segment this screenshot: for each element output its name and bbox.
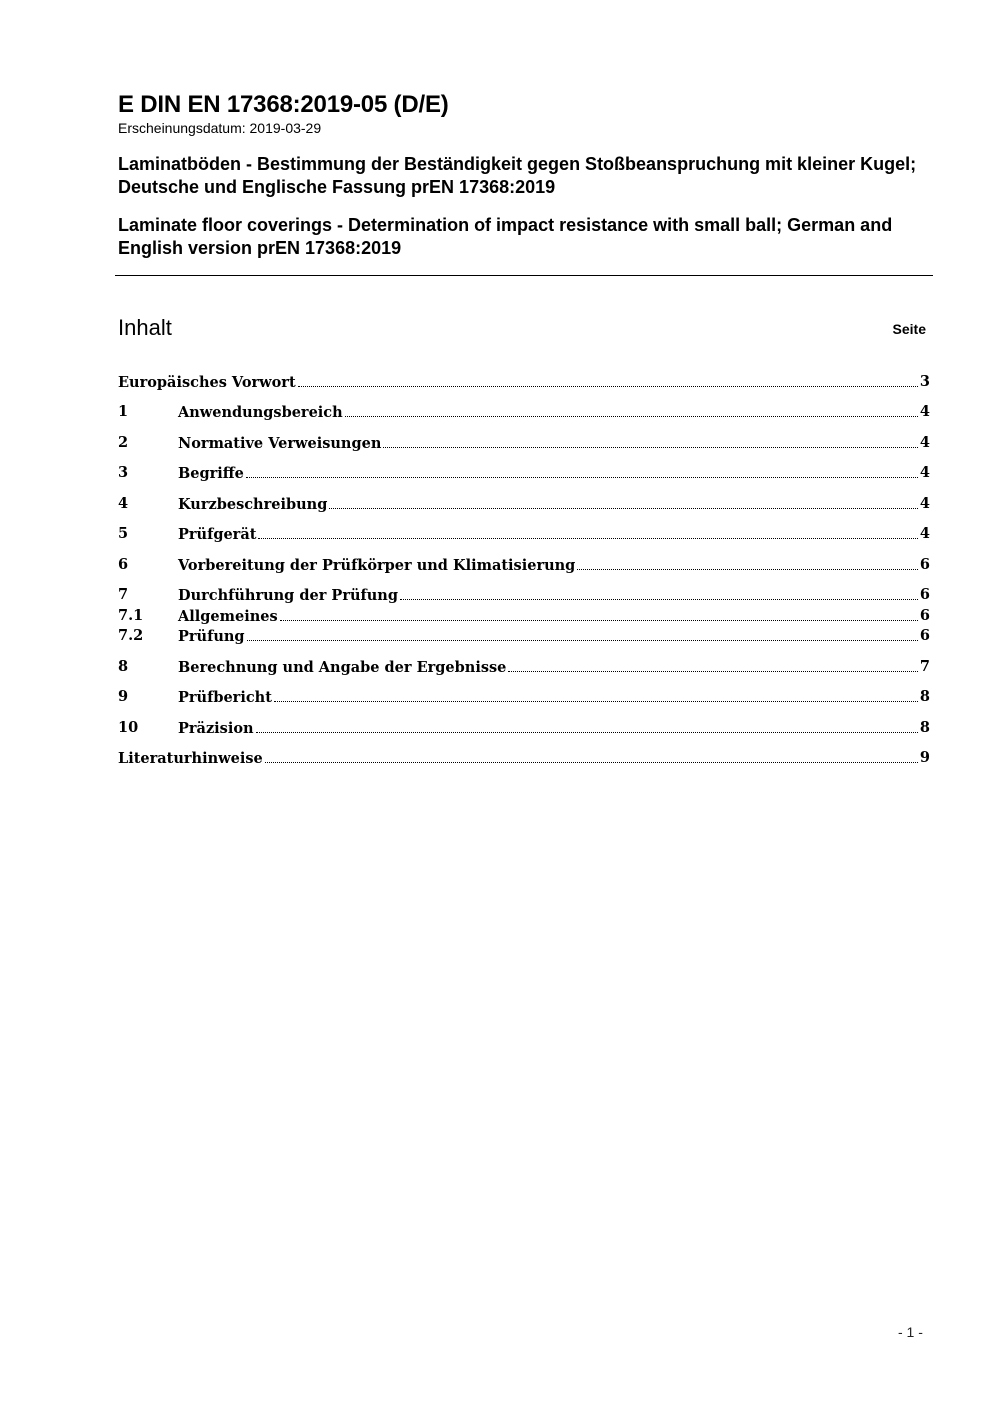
leader-dots: [577, 555, 918, 570]
toc-entry-number: 6: [118, 556, 129, 573]
toc-entry[interactable]: [118, 718, 930, 738]
toc-heading: [118, 314, 926, 346]
toc-entry-text: Allgemeines: [178, 608, 278, 625]
page-number: - 1 -: [898, 1324, 923, 1340]
title-english: Laminate floor coverings - Determination of impact resistance with small ball; German and English version prEN 17368:2019: [118, 215, 893, 258]
toc-entry-page: 7: [919, 658, 930, 675]
toc-entry-page: 8: [919, 688, 930, 705]
toc-entry-number: 10: [118, 719, 139, 736]
toc-entry-text: Präzision: [178, 720, 254, 737]
toc-entry-page: 9: [919, 749, 930, 766]
toc-entry[interactable]: [118, 494, 930, 514]
toc-entry-number: 4: [118, 495, 129, 512]
toc-entry-number: 1: [118, 403, 129, 420]
toc-entry[interactable]: [118, 463, 930, 483]
leader-dots: [274, 687, 918, 702]
toc-entry-number: 7.2: [118, 627, 144, 644]
header-divider: [115, 275, 933, 276]
toc-entry-page: 4: [919, 525, 930, 542]
toc-entry-page: 4: [919, 403, 930, 420]
toc-entry[interactable]: [118, 626, 930, 646]
toc-title: Inhalt: [118, 315, 172, 340]
toc-entry-number: 8: [118, 658, 129, 675]
leader-dots: [247, 626, 918, 641]
toc-entry[interactable]: [118, 606, 930, 626]
toc-entry-number: 9: [118, 688, 129, 705]
leader-dots: [256, 718, 918, 733]
leader-dots: [400, 585, 918, 600]
toc-page-label: Seite: [892, 321, 926, 337]
toc-entry[interactable]: [118, 433, 930, 453]
toc-entry-text: Berechnung und Angabe der Ergebnisse: [178, 659, 507, 676]
toc-entry-number: 5: [118, 525, 129, 542]
leader-dots: [280, 606, 918, 621]
toc-entry[interactable]: [118, 657, 930, 677]
toc-entry-number: 2: [118, 434, 129, 451]
toc-entry-number: 3: [118, 464, 129, 481]
title-german: Laminatböden - Bestimmung der Beständigkeit gegen Stoßbeanspruchung mit kleiner Kugel; Deutsche und Englische Fassung prEN 17368:2019: [118, 154, 917, 197]
toc-entry-text: Europäisches Vorwort: [118, 374, 296, 391]
toc-entry-text: Kurzbeschreibung: [178, 496, 328, 513]
toc-entry[interactable]: [118, 524, 930, 544]
document-id: E DIN EN 17368:2019-05 (D/E): [118, 91, 449, 118]
toc-entry-text: Normative Verweisungen: [178, 435, 382, 452]
toc-entry-number: 7.1: [118, 607, 144, 624]
toc-entry-page: 6: [919, 607, 930, 624]
leader-dots: [246, 463, 918, 478]
toc-entry-text: Durchführung der Prüfung: [178, 587, 398, 604]
toc-entry-text: Vorbereitung der Prüfkörper und Klimatisierung: [178, 557, 576, 574]
leader-dots: [383, 433, 918, 448]
leader-dots: [298, 372, 918, 387]
toc-entry[interactable]: [118, 585, 930, 605]
toc-entry-text: Literaturhinweise: [118, 750, 263, 767]
toc-entry-page: 6: [919, 556, 930, 573]
toc-entry[interactable]: [118, 687, 930, 707]
leader-dots: [508, 657, 918, 672]
toc-entry-page: 4: [919, 434, 930, 451]
toc-entry-text: Prüfung: [178, 628, 245, 645]
toc-entry-text: Prüfbericht: [178, 689, 272, 706]
document-header: [118, 90, 933, 260]
toc-entry[interactable]: [118, 372, 930, 392]
leader-dots: [329, 494, 918, 509]
toc-entry-text: Prüfgerät: [178, 526, 257, 543]
toc-entry[interactable]: [118, 402, 930, 422]
leader-dots: [258, 524, 918, 539]
toc-entry[interactable]: [118, 748, 930, 768]
toc-entry-page: 8: [919, 719, 930, 736]
publication-date: Erscheinungsdatum: 2019-03-29: [118, 120, 322, 136]
leader-dots: [345, 402, 918, 417]
toc-entry-page: 4: [919, 495, 930, 512]
toc-entry-number: 7: [118, 586, 129, 603]
toc-entry-page: 3: [919, 373, 930, 390]
toc-entry-page: 4: [919, 464, 930, 481]
toc-entry-page: 6: [919, 586, 930, 603]
toc-entry-text: Begriffe: [178, 465, 244, 482]
leader-dots: [265, 748, 918, 763]
toc-entry[interactable]: [118, 555, 930, 575]
toc-entry-page: 6: [919, 627, 930, 644]
toc-entry-text: Anwendungsbereich: [178, 404, 343, 421]
